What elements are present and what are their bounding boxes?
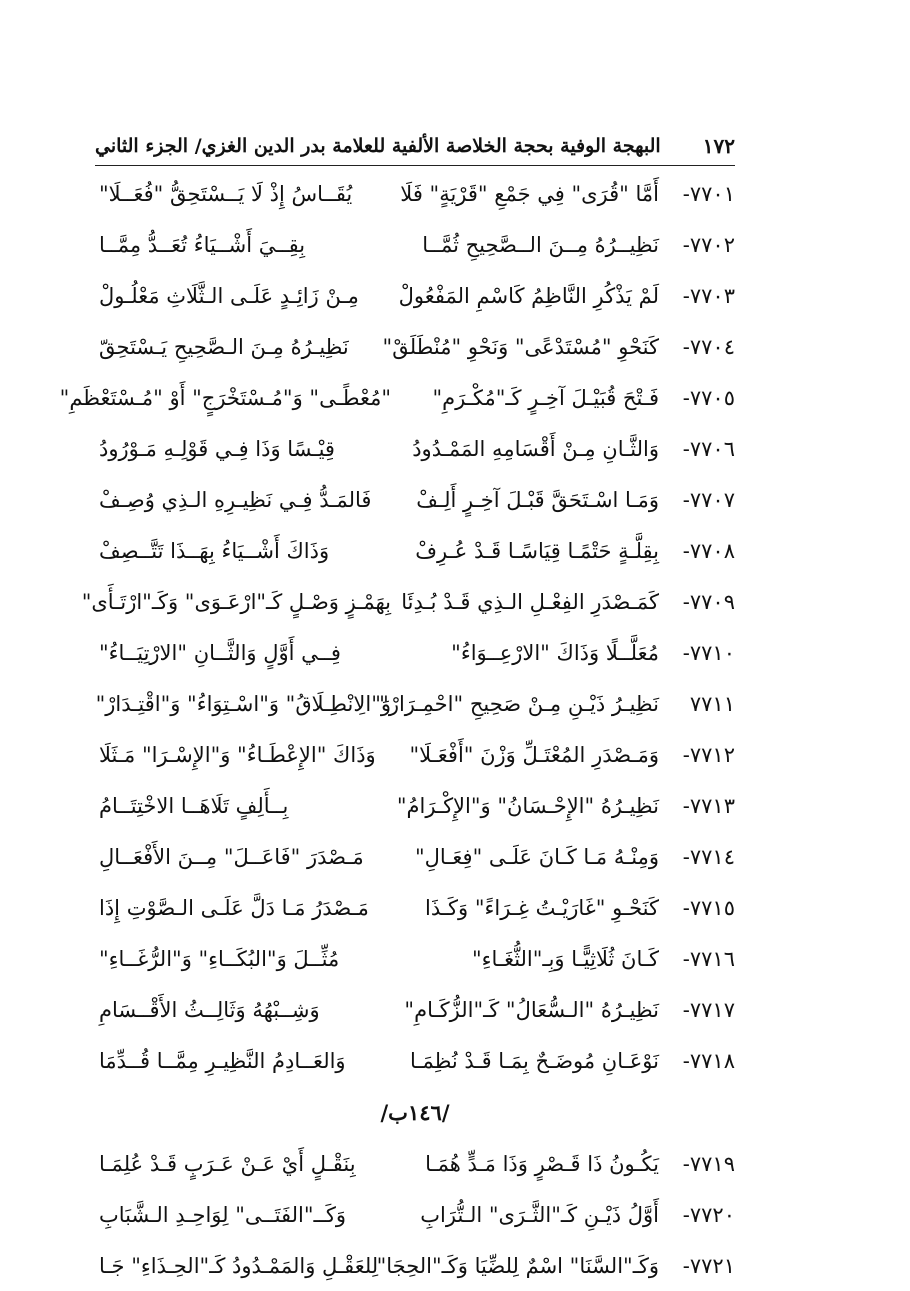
folio-marker: /١٤٦ب/ (380, 1099, 450, 1125)
verse-first-hemistich: كَمَـصْدَرِ الفِعْـلِ الـذِي قَـدْ بُـدِئَا (401, 589, 659, 614)
verse-second-hemistich: بِنَقْـلٍ أَيْ عَـنْ عَـرَبٍ قَـدْ عُلِمَـا (99, 1151, 356, 1176)
verse-number: ٧٧١٣- (682, 793, 735, 818)
verse-first-hemistich: أَمَّا "قُرَى" فِي جَمْعِ "قَرْيَةٍ" فَلَا (400, 181, 659, 206)
verse-second-hemistich: مَـصْدَرَ "فَاعَــلَ" مِــنَ الأَفْعَــالِ (99, 844, 364, 869)
verse-second-hemistich: مُثِّــلَ وَ"البُكَــاءِ" وَ"الرُّغَــاءِ" (99, 946, 340, 971)
verse-line (95, 831, 735, 882)
verse-line (95, 321, 735, 372)
verse-second-hemistich: مَـصْدَرُ مَـا دَلَّ عَلَـى الـصَّوْتِ إِذَا (99, 895, 369, 920)
verse-line (95, 219, 735, 270)
verse-first-hemistich: كَـانَ ثُلَاثِيًّـا وَبِـ"الثُّغَـاءِ" (471, 946, 659, 971)
running-header (95, 128, 735, 164)
verse-number: ٧٧١٢- (682, 742, 735, 767)
verse-second-hemistich: "مُعْطًـى" وَ"مُـسْتَخْرَجٍ" أَوْ "مُـسْتَعْظَمِ" (59, 385, 391, 410)
verse-first-hemistich: فَـتْحَ قُبَيْـلَ آخِـرٍ كَـ"مُكْـرَمِ" (432, 385, 659, 410)
verse-second-hemistich: وَكَــ"الفَتَــى" لِوَاحِـدِ الـشَّبَابِ (99, 1202, 346, 1227)
verse-line (95, 729, 735, 780)
verse-line (95, 678, 735, 729)
verse-line (95, 1189, 735, 1240)
verse-number: ٧٧٠٩- (682, 589, 735, 614)
verse-first-hemistich: نَظِيـرُهُ "الـسُّعَالُ" كَـ"الزُّكَـامِ" (404, 997, 659, 1022)
verse-number: ٧٧٢١- (682, 1253, 735, 1278)
verse-first-hemistich: وَكَـ"السَّنَا" اسْمٌ لِلضِّيَا وَكَـ"الحِجَا" (376, 1253, 659, 1278)
verse-line (95, 933, 735, 984)
verse-line (95, 270, 735, 321)
verse-second-hemistich: وَالعَــادِمُ النَّظِيـرِ مِمَّــا قُــدِّمَا (99, 1048, 346, 1073)
verse-number: ٧٧٠٥- (682, 385, 735, 410)
verse-first-hemistich: كَنَحْوِ "مُسْتَدْعًى" وَنَحْوِ "مُنْطَلَقْ" (382, 334, 659, 359)
verse-second-hemistich: نَظِيـرُهُ مِـنَ الـصَّحِيحِ يَـسْتَحِقّ (99, 334, 349, 359)
verse-number: ٧٧٠١- (682, 181, 735, 206)
verse-first-hemistich: بِقِلَّـةٍ حَتْمًـا قِيَاسًـا قَـدْ عُـرِفْ (415, 538, 659, 563)
verse-first-hemistich: وَمَـصْدَرِ المُعْتَـلِّ وَزْنَ "أَفْعَـلَا" (409, 742, 659, 767)
verse-second-hemistich: قِيْـسًا وَذَا فِـي قَوْلِـهِ مَـوْرُودُ (99, 436, 335, 461)
verse-line (95, 1240, 735, 1291)
verse-line (95, 627, 735, 678)
verse-number: ٧٧١٧- (682, 997, 735, 1022)
verse-second-hemistich: لِلعَقْـلِ وَالمَمْـدُودُ كَـ"الحِـذَاءِ" جَـا (99, 1253, 379, 1278)
verse-number: ٧٧٠٢- (682, 232, 735, 257)
verse-line (95, 780, 735, 831)
verse-number: ٧٧٢٠- (682, 1202, 735, 1227)
verse-first-hemistich: وَالثَّـانِ مِـنْ أَقْسَامِهِ المَمْـدُودُ (412, 436, 659, 461)
page-number: ١٧٢ (702, 134, 735, 158)
verse-second-hemistich: بِهَمْـزٍ وَصْـلٍ كَـ"ارْعَـوَى" وَكَـ"ارْتَـأَى" (81, 589, 391, 614)
verse-list (59, 168, 735, 1291)
verse-group-b (95, 1138, 735, 1291)
verse-line (95, 882, 735, 933)
verse-first-hemistich: نَظِيـرُ ذَيْـنِ مِـنْ صَحِيحِ "احْمِـرَارْ" (379, 691, 659, 716)
verse-first-hemistich: نَظِيــرُهُ مِــنَ الــصَّحِيحِ ثُمَّــا (422, 232, 659, 257)
verse-number: ٧٧١٦- (682, 946, 735, 971)
verse-first-hemistich: نَظِيـرُهُ "الإِحْـسَانُ" وَ"الإِكْـرَامُ" (396, 793, 659, 818)
verse-number: ٧٧٠٨- (682, 538, 735, 563)
verse-first-hemistich: يَكُـونُ ذَا قَـصْرٍ وَذَا مَـدٍّ هُمَـا (425, 1151, 659, 1176)
header-rule (95, 165, 735, 166)
verse-line (81, 576, 735, 627)
verse-first-hemistich: أَوَّلُ ذَيْـنِ كَـ"الثَّـرَى" الـتُّرَابِ (420, 1202, 659, 1227)
verse-line (95, 984, 735, 1035)
verse-number: ٧٧١١ (689, 691, 735, 716)
verse-second-hemistich: وَ"الِانْطِـلَاقُ" وَ"اسْـتِوَاءُ" وَ"اقْتِـدَارْ" (95, 691, 391, 716)
verse-number: ٧٧١٥- (682, 895, 735, 920)
verse-number: ٧٧١٤- (682, 844, 735, 869)
verse-second-hemistich: بِقِــيَ أَشْــيَاءُ تُعَــدُّ مِمَّــا (99, 232, 306, 257)
verse-second-hemistich: وَشِــبْهُهُ وَثَالِــثُ الأَقْــسَامِ (99, 997, 320, 1022)
verse-number: ٧٧٠٦- (682, 436, 735, 461)
verse-second-hemistich: فِــي أَوَّلٍ وَالثَّــانِ "الارْتِيَــاءُ" (99, 640, 341, 665)
verse-number: ٧٧١٠- (682, 640, 735, 665)
verse-number: ٧٧١٨- (682, 1048, 735, 1073)
verse-line (59, 372, 735, 423)
verse-number: ٧٧٠٣- (682, 283, 735, 308)
verse-line (95, 1035, 735, 1086)
verse-first-hemistich: كَنَحْـوِ "غَارَيْـتُ غِـرَاءً" وَكَـذَا (425, 895, 659, 920)
verse-second-hemistich: وَذَاكَ "الإِعْطَـاءُ" وَ"الإِسْـرَا" مَـثَلَا (99, 742, 376, 767)
verse-first-hemistich: نَوْعَـانِ مُوضَـحٌ بِمَـا قَـدْ نُظِمَـا (409, 1048, 659, 1073)
verse-line (95, 168, 735, 219)
verse-first-hemistich: وَمَـا اسْـتَحَقَّ قَبْـلَ آخِـرٍ أَلِـفْ (416, 487, 659, 512)
verse-number: ٧٧١٩- (682, 1151, 735, 1176)
verse-line (95, 525, 735, 576)
verse-group-a (59, 168, 735, 1086)
verse-second-hemistich: بِــأَلِفٍ تَلَاهَــا الاخْتِتَــامُ (99, 793, 289, 818)
verse-line (95, 1138, 735, 1189)
verse-number: ٧٧٠٧- (682, 487, 735, 512)
verse-second-hemistich: وَذَاكَ أَشْــيَاءُ بِهَــذَا تَتَّــصِفْ (99, 538, 330, 563)
verse-line (95, 423, 735, 474)
running-title: البهجة الوفية بحجة الخلاصة الألفية للعلامة بدر الدين الغزي/ الجزء الثاني (95, 135, 661, 157)
verse-first-hemistich: وَمِنْـهُ مَـا كَـانَ عَلَـى "فِعَـالِ" (414, 844, 659, 869)
verse-first-hemistich: لَمْ يَذْكُرِ النَّاظِمُ كَاسْمِ المَفْعُولْ (398, 283, 659, 308)
verse-first-hemistich: مُعَلَّــلًا وَذَاكَ "الارْعِــوَاءُ" (451, 640, 659, 665)
verse-line (95, 474, 735, 525)
verse-second-hemistich: يُقَــاسُ إِذْ لَا يَــسْتَحِقُّ "فُعَــلَا" (99, 181, 353, 206)
verse-second-hemistich: مِـنْ زَائِـدٍ عَلَـى الـثَّلَاثِ مَعْلُـولْ (99, 283, 359, 308)
verse-second-hemistich: فَالمَـدُّ فِـي نَظِيـرِهِ الـذِي وُصِـفْ (99, 487, 372, 512)
verse-number: ٧٧٠٤- (682, 334, 735, 359)
